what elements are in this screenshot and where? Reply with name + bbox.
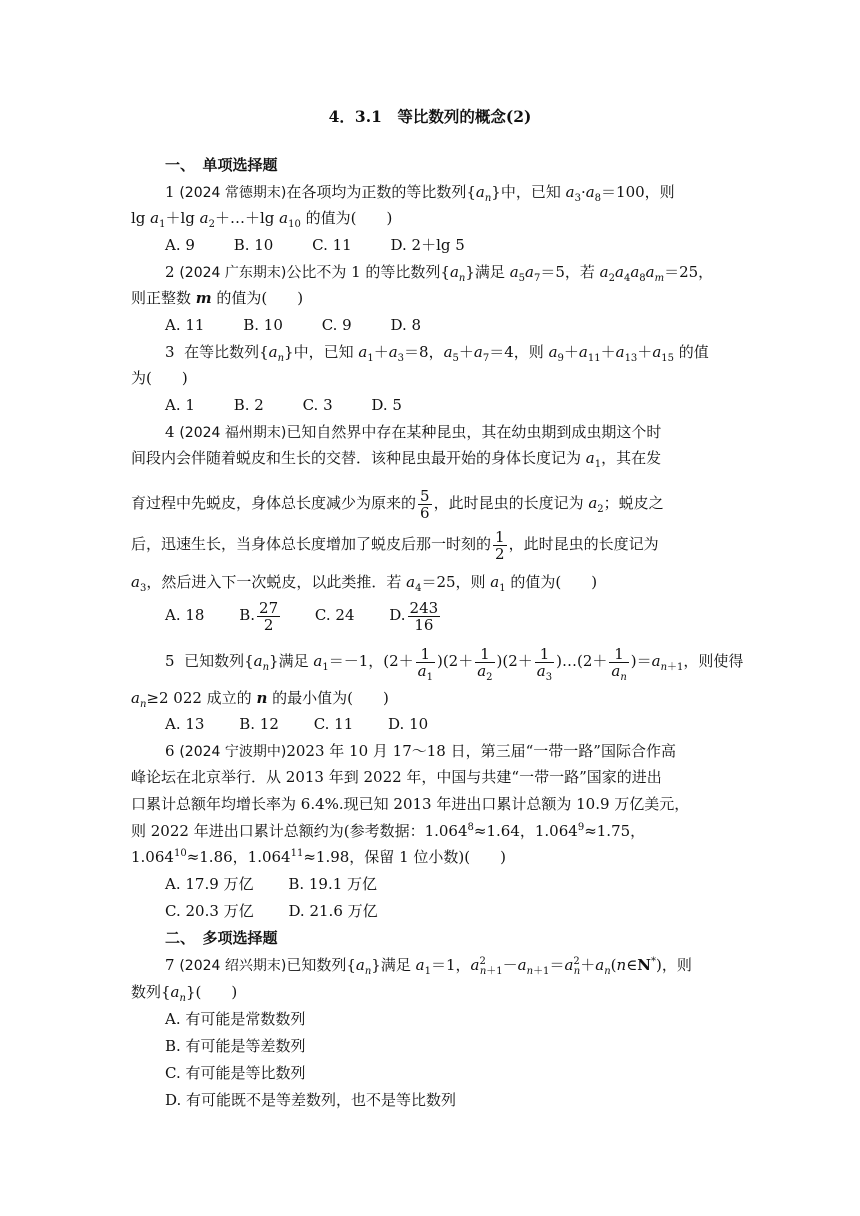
q2-line2: 则正整数 m 的值为( ) (131, 289, 304, 307)
q1-option-a: A. 9 (165, 236, 195, 254)
q5-option-c: C. 11 (313, 715, 354, 733)
q5-line2: $a_n\ge 2$ 022 成立的 n 的最小值为( ) (131, 689, 389, 710)
q6-source: (2024 宁波期中) (179, 744, 287, 760)
q6-line5: $1.064^{10}\approx 1.86$，$1.064^{11}\approx 1.98$，保留 1 位小数)( ) (131, 848, 506, 866)
q6-line4: 则 2022 年进出口累计总额约为(参考数据：$1.064^8\approx 1.64$，$1.064^9\approx 1.75$， (131, 822, 646, 840)
q6-options-row1 (165, 874, 377, 894)
q5-options (165, 714, 428, 734)
q3-option-d: D. 5 (371, 396, 402, 414)
q1-option-b: B. 10 (233, 236, 274, 254)
q7-line1: 7 (2024 绍兴期末)已知数列$\{a_n\}$满足 $a_1=1$，$a^2_{n+1}-a_{n+1}=a^2_n+a_n(n\in N^*)$，则 (165, 956, 692, 977)
q1-option-d: D. 2＋lg 5 (390, 236, 465, 254)
q4-number: 4 (165, 423, 175, 441)
q2-source: (2024 广东期末) (179, 265, 287, 281)
q3-line2: 为( ) (131, 369, 188, 387)
q5-option-b: B. 12 (239, 715, 279, 733)
q5-line1: 5 已知数列$\{a_n\}$满足 $a_1=-1$，(2＋ $\frac{1}{a_1}$ )(2＋ $\frac{1}{a_2}$ )(2＋ $\frac{1}{a_3}$ )…(2＋ $\frac{1}{a_n}$ )$=a_{n+1}$，则使得 (165, 644, 744, 683)
q3-options (165, 395, 402, 415)
q2-option-c: C. 9 (321, 316, 352, 334)
q6-option-a: A. 17.9 万亿 (165, 875, 254, 893)
q5-number: 5 (165, 652, 175, 670)
q4-options: A. 18 B. $\frac{27}{2}$ C. 24 D. $\frac{243}{16}$ (165, 598, 439, 634)
q7-line2: 数列$\{a_n\}$( ) (131, 983, 238, 1004)
q1-options (165, 235, 465, 255)
q6-number: 6 (165, 742, 175, 760)
q1-source: (2024 常德期末) (179, 185, 287, 201)
q4-line3: 育过程中先蜕皮，身体总长度减少为原来的 $\frac{5}{6}$ ，此时昆虫的长度记为 $a_2$；蜕皮之 (131, 486, 664, 522)
q2-option-d: D. 8 (390, 316, 422, 334)
page-title: 4．3.1 等比数列的概念(2) (328, 107, 532, 126)
q6-option-d: D. 21.6 万亿 (288, 902, 378, 920)
q2-option-b: B. 10 (243, 316, 283, 334)
q6-line1: 6 (2024 宁波期中)2023 年 10 月 17～18 日，第三届“一带一路”国际合作高 (165, 742, 676, 760)
q3-option-a: A. 1 (165, 396, 195, 414)
section-multiple-choice: 二、 多项选择题 (165, 929, 278, 947)
q1-line1: 1 (2024 常德期末)在各项均为正数的等比数列$\{a_n\}$中，已知 $a_3\cdot a_8=100$，则 (165, 183, 675, 204)
q7-option-c: C. 有可能是等比数列 (165, 1064, 306, 1082)
q5-option-d: D. 10 (388, 715, 429, 733)
q4-line1: 4 (2024 福州期末)已知自然界中存在某种昆虫，其在幼虫期到成虫期这个时 (165, 423, 662, 441)
q7-option-d: D. 有可能既不是等差数列，也不是等比数列 (165, 1091, 457, 1109)
q4-line2: 间段内会伴随着蜕皮和生长的交替．该种昆虫最开始的身体长度记为 $a_1$，其在发 (131, 449, 662, 470)
section-single-choice: 一、 单项选择题 (165, 156, 278, 174)
q6-line2: 峰论坛在北京举行．从 2013 年到 2022 年，中国与共建“一带一路”国家的进出 (131, 768, 662, 786)
q4-line4: 后，迅速生长，当身体总长度增加了蜕皮后那一时刻的 $\frac{1}{2}$ ，此时昆虫的长度记为 (131, 527, 659, 563)
q4-source: (2024 福州期末) (179, 425, 287, 441)
q1-number: 1 (165, 183, 175, 201)
q6-options-row2 (165, 901, 378, 921)
q1-line2: $\lg a_1+\lg$ $a_2+\dots+\lg$ $a_{10}$ 的值为( ) (131, 209, 393, 230)
q6-option-c: C. 20.3 万亿 (165, 902, 254, 920)
q3-option-c: C. 3 (302, 396, 333, 414)
q7-source: (2024 绍兴期末) (179, 958, 287, 974)
q5-option-a: A. 13 (165, 715, 205, 733)
q2-options (165, 315, 421, 335)
q3-line1: 3 在等比数列$\{a_n\}$中，已知 $a_1+a_3=8$，$a_5+a_7=4$，则 $a_9+a_{11}+a_{13}+a_{15}$ 的值 (165, 343, 709, 364)
q7-option-a: A. 有可能是常数数列 (165, 1010, 306, 1028)
q4-line5: $a_3$，然后进入下一次蜕皮，以此类推．若 $a_4=25$，则 $a_1$ 的值为( ) (131, 573, 598, 594)
q7-option-b: B. 有可能是等差数列 (165, 1037, 306, 1055)
q6-line3: 口累计总额年均增长率为 6.4%.现已知 2013 年进出口累计总额为 10.9 万亿美元， (131, 795, 690, 813)
q2-line1: 2 (2024 广东期末)公比不为 1 的等比数列$\{a_n\}$满足 $a_5a_7=5$，若 $a_2a_4a_8a_m=25$， (165, 263, 714, 284)
q3-option-b: B. 2 (233, 396, 264, 414)
q3-number: 3 (165, 343, 175, 361)
q2-option-a: A. 11 (165, 316, 205, 334)
q2-number: 2 (165, 263, 175, 281)
q6-option-b: B. 19.1 万亿 (288, 875, 378, 893)
q7-number: 7 (165, 956, 175, 974)
q1-option-c: C. 11 (312, 236, 352, 254)
